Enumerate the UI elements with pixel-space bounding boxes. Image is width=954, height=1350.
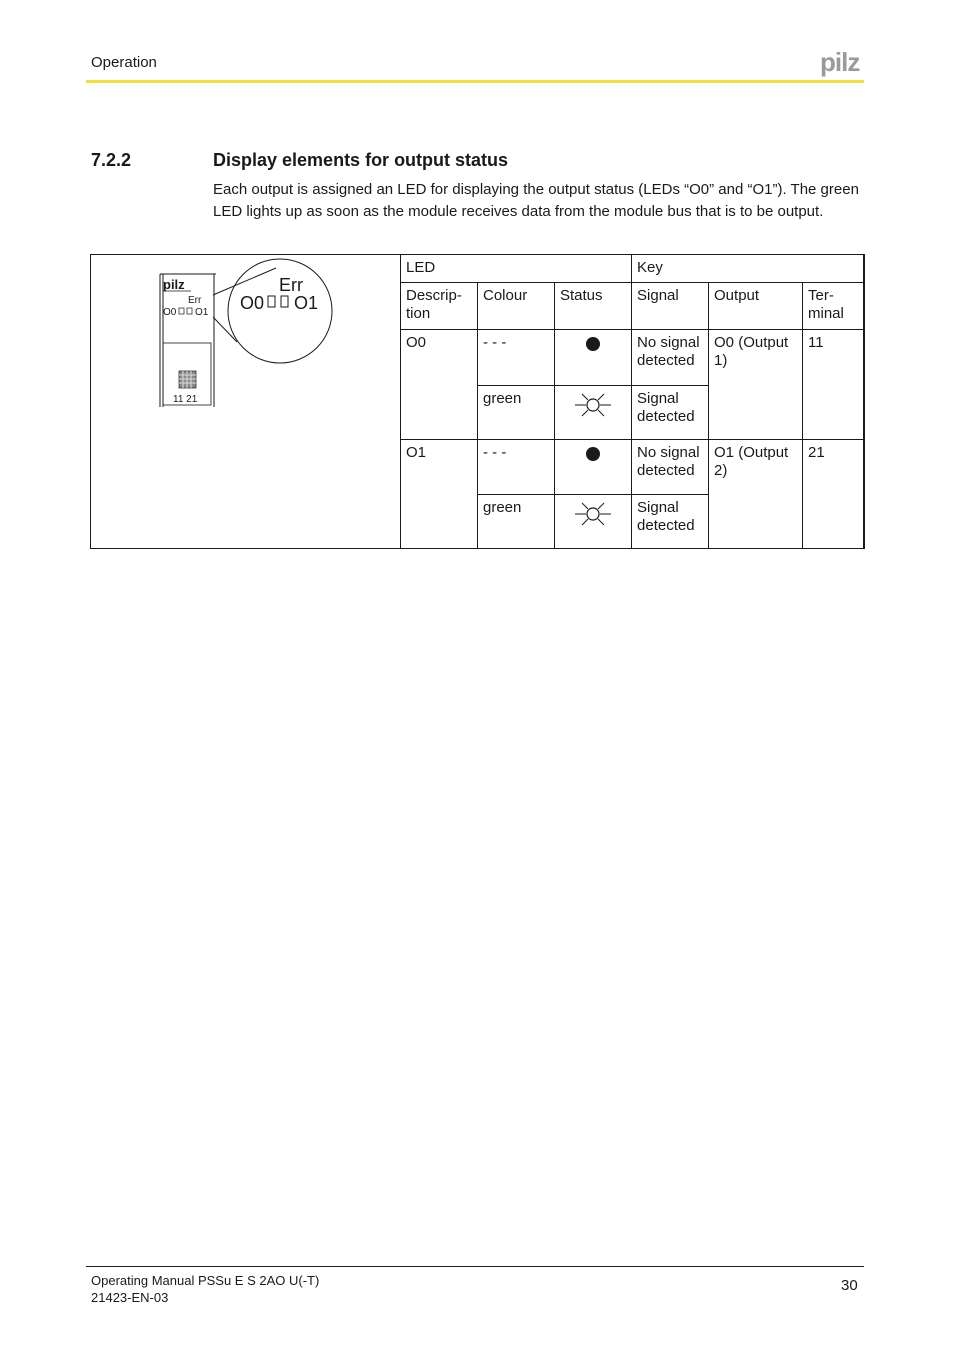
group-key-header: Key <box>632 255 865 283</box>
row-status <box>555 440 632 495</box>
module-logo: pilz <box>163 277 185 292</box>
row-colour: - - - <box>478 330 555 386</box>
header-signal: Signal <box>632 283 709 330</box>
header-terminal: Ter- minal <box>803 283 865 330</box>
zoom-err-label: Err <box>279 275 303 295</box>
table-row <box>401 330 865 386</box>
header-rule <box>86 80 864 83</box>
row-terminal: 11 <box>803 330 865 440</box>
led-off-icon <box>583 444 603 464</box>
footer-document-code: 21423-EN-03 <box>91 1290 169 1305</box>
module-o1-label: O1 <box>195 307 209 318</box>
row-signal: No signal detected <box>632 330 709 386</box>
module-led-o1 <box>187 308 192 314</box>
row-status <box>555 495 632 549</box>
section-number: 7.2.2 <box>91 150 132 170</box>
led-on-icon <box>573 499 613 529</box>
header-status: Status <box>555 283 632 330</box>
row-description: O0 <box>401 330 478 440</box>
led-on-icon <box>573 390 613 420</box>
page-number: 30 <box>841 1277 858 1294</box>
row-signal: Signal detected <box>632 386 709 440</box>
table-group-header-row <box>401 255 865 283</box>
table-column-header-row <box>401 283 865 330</box>
intro-paragraph: Each output is assigned an LED for displaying the output status (LEDs “O0” and “O1”). The green LED lights up as soon as the module receives data from the module bus that is to be output. <box>213 181 859 220</box>
module-diagram <box>91 255 400 548</box>
module-o0-label: O0 <box>163 307 177 318</box>
row-output: O0 (Output 1) <box>709 330 803 440</box>
module-led-o0 <box>179 308 184 314</box>
row-status <box>555 386 632 440</box>
zoom-o0-label: O0 <box>240 293 265 313</box>
footer-manual-title: Operating Manual PSSu E S 2AO U(-T) <box>91 1273 320 1288</box>
group-led-header: LED <box>401 255 632 283</box>
row-signal: Signal detected <box>632 495 709 549</box>
footer-rule <box>86 1266 864 1267</box>
header-description: Descrip- tion <box>401 283 478 330</box>
row-terminal: 21 <box>803 440 865 549</box>
pilz-logo: pilz <box>820 47 860 77</box>
module-err-label: Err <box>188 295 202 306</box>
row-status <box>555 330 632 386</box>
led-off-icon <box>583 334 603 354</box>
led-table <box>400 254 865 549</box>
row-colour: - - - <box>478 440 555 495</box>
table-row <box>401 440 865 495</box>
row-description: O1 <box>401 440 478 549</box>
module-terminal-label: 11 21 <box>173 394 198 405</box>
section-title: Display elements for output status <box>213 150 509 170</box>
zoom-o1-label: O1 <box>294 293 319 313</box>
header-section-label: Operation <box>91 54 157 71</box>
row-signal: No signal detected <box>632 440 709 495</box>
header-colour: Colour <box>478 283 555 330</box>
row-colour: green <box>478 386 555 440</box>
row-colour: green <box>478 495 555 549</box>
header-output: Output <box>709 283 803 330</box>
row-output: O1 (Output 2) <box>709 440 803 549</box>
